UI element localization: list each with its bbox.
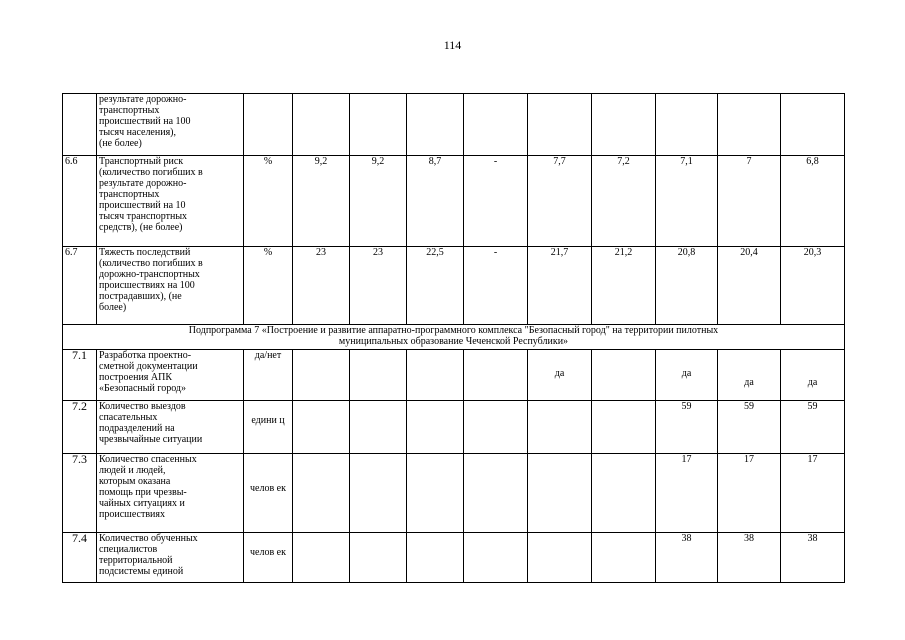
value-cell (464, 94, 528, 156)
value-cell: 23 (293, 247, 350, 325)
table-row (63, 94, 845, 156)
row-number: 6.6 (63, 156, 97, 247)
subprogram-title-line: муниципальных образование Чеченской Республики» (338, 336, 569, 347)
value-cell: 22,5 (407, 247, 464, 325)
value-cell (592, 454, 656, 533)
indicator-cell (97, 350, 244, 401)
value-cell: 38 (781, 533, 845, 583)
table-row (63, 401, 845, 454)
value-cell (407, 533, 464, 583)
value-cell: да (656, 350, 718, 401)
value-cell: 17 (781, 454, 845, 533)
indicator-line: более) (99, 302, 127, 313)
value-cell (407, 94, 464, 156)
value-cell (781, 94, 845, 156)
indicator-line: средств), (не более) (99, 222, 183, 233)
indicator-cell (97, 247, 244, 325)
indicator-line: спасательных (99, 412, 158, 423)
indicator-line: чайных ситуациях и (99, 498, 185, 509)
value-cell: 7,1 (656, 156, 718, 247)
value-cell (592, 94, 656, 156)
subprogram-title (63, 325, 845, 350)
value-cell (528, 533, 592, 583)
value-cell: 59 (718, 401, 781, 454)
indicator-cell (97, 401, 244, 454)
indicator-line: подразделений на (99, 423, 175, 434)
value-cell (528, 454, 592, 533)
indicator-line: транспортных (99, 189, 160, 200)
table-row (63, 454, 845, 533)
indicator-cell (97, 156, 244, 247)
value-cell (350, 533, 407, 583)
unit-cell: % (244, 156, 293, 247)
value-cell: да (718, 350, 781, 401)
value-cell (293, 350, 350, 401)
row-number: 7.2 (63, 401, 97, 454)
value-cell: 38 (718, 533, 781, 583)
indicator-line: чрезвычайные ситуации (99, 434, 203, 445)
table-row (63, 350, 845, 401)
table-row (63, 247, 845, 325)
value-cell (293, 533, 350, 583)
unit-cell: да/нет (244, 350, 293, 401)
indicator-line: которым оказана (99, 476, 171, 487)
row-number (63, 94, 97, 156)
indicator-line: Транспортный риск (99, 156, 184, 167)
value-cell (293, 454, 350, 533)
indicator-line: (количество погибших в (99, 258, 203, 269)
value-cell: 7,2 (592, 156, 656, 247)
table-row (63, 533, 845, 583)
indicator-line: (не более) (99, 138, 142, 149)
unit-cell: % (244, 247, 293, 325)
indicators-table (62, 93, 845, 583)
value-cell (350, 94, 407, 156)
value-cell: 8,7 (407, 156, 464, 247)
subprogram-title-line: Подпрограмма 7 «Построение и развитие аппаратно-программного комплекса "Безопасный город" на территории пилотных (188, 325, 719, 336)
value-cell: 9,2 (350, 156, 407, 247)
value-cell: - (464, 156, 528, 247)
value-cell: 9,2 (293, 156, 350, 247)
value-cell: 21,2 (592, 247, 656, 325)
value-cell (293, 401, 350, 454)
table-row (63, 156, 845, 247)
value-cell (528, 94, 592, 156)
unit-cell: челов ек (244, 533, 293, 583)
value-cell: 20,3 (781, 247, 845, 325)
value-cell (464, 401, 528, 454)
indicator-line: Тяжесть последствий (99, 247, 191, 258)
indicator-line: транспортных (99, 105, 160, 116)
indicator-line: (количество погибших в (99, 167, 203, 178)
indicator-line: построения АПК (99, 372, 173, 383)
indicator-cell (97, 533, 244, 583)
value-cell (464, 350, 528, 401)
value-cell: 59 (781, 401, 845, 454)
indicator-line: Количество выездов (99, 401, 186, 412)
value-cell (407, 350, 464, 401)
value-cell (350, 454, 407, 533)
indicator-line: происшествий на 10 (99, 200, 186, 211)
row-number: 6.7 (63, 247, 97, 325)
page-number: 114 (443, 38, 462, 52)
value-cell: да (781, 350, 845, 401)
value-cell: 7 (718, 156, 781, 247)
value-cell (350, 401, 407, 454)
value-cell: 20,8 (656, 247, 718, 325)
value-cell: да (528, 350, 592, 401)
value-cell (528, 401, 592, 454)
row-number: 7.1 (63, 350, 97, 401)
value-cell (592, 533, 656, 583)
indicator-line: пострадавших), (не (99, 291, 182, 302)
value-cell (407, 401, 464, 454)
value-cell (592, 350, 656, 401)
value-cell: 38 (656, 533, 718, 583)
value-cell (293, 94, 350, 156)
value-cell (350, 350, 407, 401)
value-cell: 23 (350, 247, 407, 325)
value-cell: 59 (656, 401, 718, 454)
indicator-line: территориальной (99, 555, 173, 566)
row-number: 7.3 (63, 454, 97, 533)
indicator-line: «Безопасный город» (99, 383, 186, 394)
indicator-cell (97, 94, 244, 156)
value-cell: 17 (656, 454, 718, 533)
value-cell: - (464, 247, 528, 325)
indicator-line: тысяч транспортных (99, 211, 188, 222)
subprogram-row (63, 325, 845, 350)
indicator-line: Количество обученных (99, 533, 198, 544)
indicator-line: дорожно-транспортных (99, 269, 200, 280)
value-cell (464, 533, 528, 583)
value-cell (464, 454, 528, 533)
value-cell (656, 94, 718, 156)
indicator-line: тысяч населения), (99, 127, 177, 138)
value-cell (718, 94, 781, 156)
indicator-line: Разработка проектно- (99, 350, 192, 361)
indicator-line: Количество спасенных (99, 454, 197, 465)
indicator-line: сметной документации (99, 361, 198, 372)
unit-cell (244, 94, 293, 156)
indicator-line: происшествиях (99, 509, 166, 520)
row-number: 7.4 (63, 533, 97, 583)
indicator-line: специалистов (99, 544, 158, 555)
indicator-line: помощь при чрезвы- (99, 487, 187, 498)
value-cell (592, 401, 656, 454)
indicator-line: подсистемы единой (99, 566, 184, 577)
indicator-line: происшествий на 100 (99, 116, 191, 127)
value-cell: 21,7 (528, 247, 592, 325)
value-cell: 7,7 (528, 156, 592, 247)
value-cell: 17 (718, 454, 781, 533)
value-cell: 6,8 (781, 156, 845, 247)
indicator-line: происшествиях на 100 (99, 280, 195, 291)
indicator-line: результате дорожно- (99, 94, 187, 105)
indicator-line: людей и людей, (99, 465, 166, 476)
indicator-line: результате дорожно- (99, 178, 187, 189)
indicator-cell (97, 454, 244, 533)
value-cell: 20,4 (718, 247, 781, 325)
value-cell (407, 454, 464, 533)
unit-cell: челов ек (244, 454, 293, 533)
unit-cell: едини ц (244, 401, 293, 454)
